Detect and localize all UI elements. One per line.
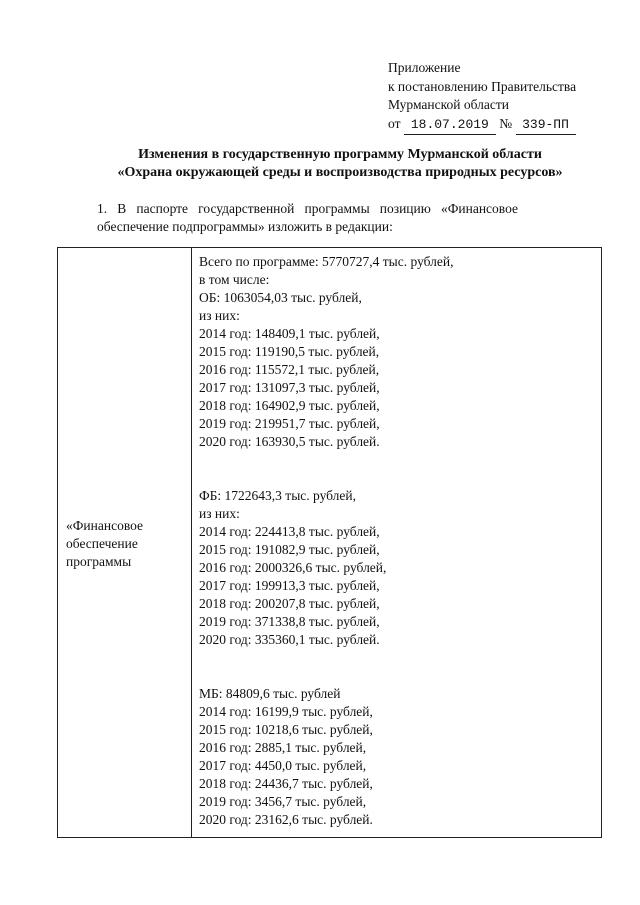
section-gap <box>199 451 594 487</box>
ob-line: 2018 год: 164902,9 тыс. рублей, <box>199 398 380 413</box>
document-title <box>70 146 610 182</box>
ob-line: 2015 год: 119190,5 тыс. рублей, <box>199 344 380 359</box>
mb-line: 2020 год: 23162,6 тыс. рублей. <box>199 812 373 827</box>
mb-line: 2016 год: 2885,1 тыс. рублей, <box>199 740 367 755</box>
ob-line: 2019 год: 219951,7 тыс. рублей, <box>199 416 380 431</box>
fb-line: из них: <box>199 506 240 521</box>
fb-line: 2017 год: 199913,3 тыс. рублей, <box>199 578 380 593</box>
fb-line: 2018 год: 200207,8 тыс. рублей, <box>199 596 380 611</box>
date-prefix: от <box>388 115 401 131</box>
ob-block <box>199 289 594 451</box>
mb-block <box>199 685 594 829</box>
ob-line: 2016 год: 115572,1 тыс. рублей, <box>199 362 380 377</box>
annex-header <box>388 59 576 135</box>
ob-line: 2017 год: 131097,3 тыс. рублей, <box>199 380 380 395</box>
title-line-1: Изменения в государственную программу Мурманской области <box>138 147 542 162</box>
section-gap <box>199 649 594 685</box>
financing-table <box>57 247 602 838</box>
paragraph-line-2: обеспечение подпрограммы» изложить в редакции: <box>97 219 393 234</box>
number-sign: № <box>499 115 513 131</box>
label-line: программы <box>66 554 132 569</box>
mb-line: 2018 год: 24436,7 тыс. рублей, <box>199 776 373 791</box>
ob-line: 2014 год: 148409,1 тыс. рублей, <box>199 326 380 341</box>
mb-line: МБ: 84809,6 тыс. рублей <box>199 686 341 701</box>
title-line-2: «Охрана окружающей среды и воспроизводства природных ресурсов» <box>117 165 563 180</box>
mb-line: 2015 год: 10218,6 тыс. рублей, <box>199 722 373 737</box>
financing-values-cell <box>199 253 594 829</box>
annex-line-3: Мурманской области <box>388 97 509 112</box>
ob-line: из них: <box>199 308 240 323</box>
column-divider <box>191 248 192 837</box>
mb-line: 2017 год: 4450,0 тыс. рублей, <box>199 758 367 773</box>
total-line: в том числе: <box>199 272 270 287</box>
mb-line: 2019 год: 3456,7 тыс. рублей, <box>199 794 367 809</box>
label-line: «Финансовое <box>66 518 144 533</box>
annex-date-line <box>388 115 576 136</box>
ob-line: 2020 год: 163930,5 тыс. рублей. <box>199 434 380 449</box>
total-line: Всего по программе: 5770727,4 тыс. рублей, <box>199 254 454 269</box>
fb-line: 2019 год: 371338,8 тыс. рублей, <box>199 614 380 629</box>
label-line: обеспечение <box>66 536 138 551</box>
decree-date: 18.07.2019 <box>404 116 496 136</box>
fb-block <box>199 487 594 649</box>
annex-line-1: Приложение <box>388 60 461 75</box>
paragraph-line-1: 1. В паспорте государственной программы позицию «Финансовое <box>97 201 518 216</box>
total-block <box>199 253 594 289</box>
fb-line: 2014 год: 224413,8 тыс. рублей, <box>199 524 380 539</box>
ob-line: ОБ: 1063054,03 тыс. рублей, <box>199 290 362 305</box>
fb-line: 2020 год: 335360,1 тыс. рублей. <box>199 632 380 647</box>
mb-line: 2014 год: 16199,9 тыс. рублей, <box>199 704 373 719</box>
fb-line: ФБ: 1722643,3 тыс. рублей, <box>199 488 357 503</box>
fb-line: 2016 год: 2000326,6 тыс. рублей, <box>199 560 387 575</box>
financing-label-cell <box>66 517 186 571</box>
annex-line-2: к постановлению Правительства <box>388 78 577 94</box>
fb-line: 2015 год: 191082,9 тыс. рублей, <box>199 542 380 557</box>
decree-number: 339-ПП <box>516 116 576 136</box>
